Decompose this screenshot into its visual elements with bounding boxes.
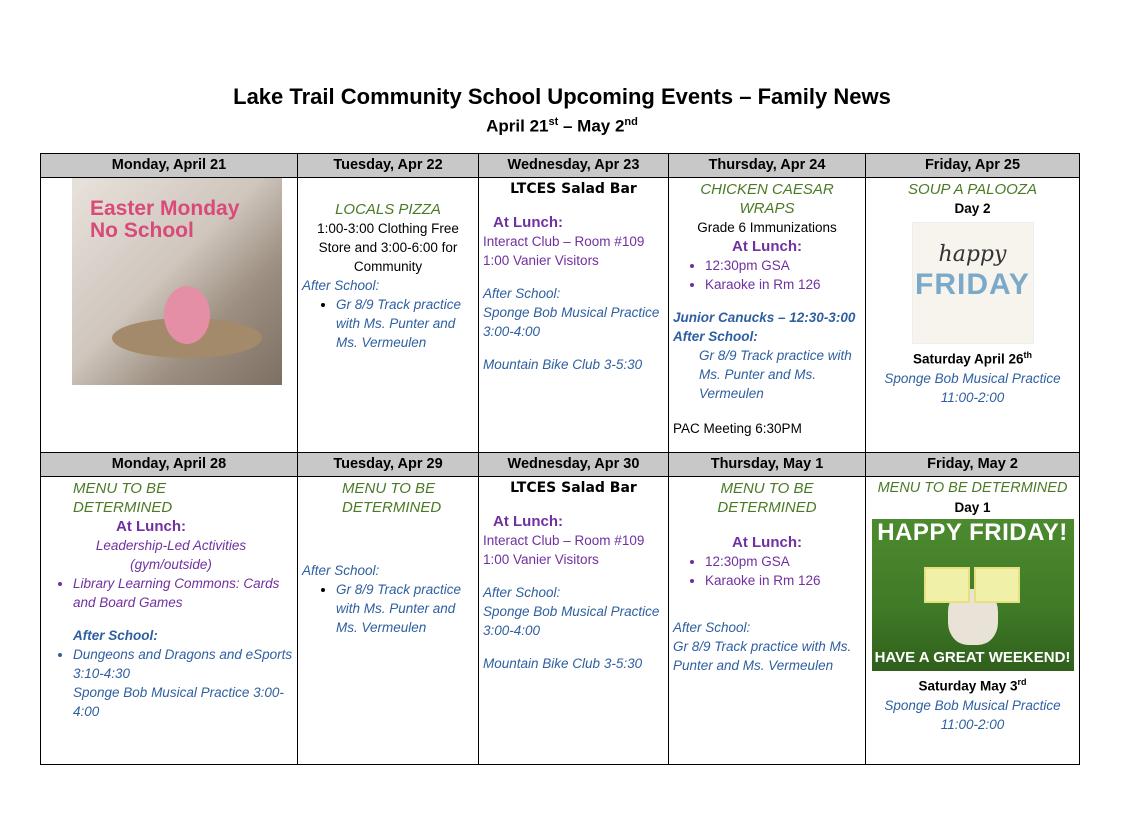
menu-item: MENU TO BE DETERMINED bbox=[73, 480, 173, 516]
day-header: Thursday, May 1 bbox=[669, 453, 866, 477]
day-cell-mon-apr21 bbox=[41, 178, 298, 453]
event-note: Grade 6 Immunizations bbox=[697, 220, 837, 235]
page-subtitle: April 21st – May 2nd bbox=[486, 116, 638, 136]
event-note: Sponge Bob Musical Practice 11:00-2:00 bbox=[884, 370, 1061, 405]
list-item: 1:00 Vanier Visitors bbox=[483, 552, 599, 567]
menu-item: LTCES Salad Bar bbox=[510, 181, 637, 197]
day-cell-thu-may1 bbox=[669, 477, 866, 765]
list-item: • Dungeons and Dragons and eSports 3:10-4:30 bbox=[73, 645, 293, 683]
lunch-label: At Lunch: bbox=[493, 214, 563, 231]
after-school-label: After School: bbox=[302, 278, 380, 293]
day-header: Monday, April 28 bbox=[41, 453, 298, 477]
menu-item: CHICKEN CAESAR WRAPS bbox=[700, 181, 834, 217]
happy-friday-image: happy FRIDAY bbox=[912, 222, 1034, 344]
list-item: • 12:30pm GSA bbox=[705, 552, 861, 571]
list-item: Sponge Bob Musical Practice 3:00-4:00 bbox=[73, 685, 284, 719]
list-item: Gr 8/9 Track practice with Ms. Punter and Ms. Vermeulen bbox=[673, 639, 852, 673]
day-header: Wednesday, Apr 23 bbox=[479, 154, 669, 178]
day-cell-mon-apr28 bbox=[41, 477, 298, 765]
day-cell-fri-apr25 bbox=[866, 178, 1080, 453]
day-header: Wednesday, Apr 30 bbox=[479, 453, 669, 477]
page-title: Lake Trail Community School Upcoming Events – Family News bbox=[233, 84, 891, 109]
day-header: Thursday, Apr 24 bbox=[669, 154, 866, 178]
day-cell-wed-apr30 bbox=[479, 477, 669, 765]
event-note: Sponge Bob Musical Practice 11:00-2:00 bbox=[884, 697, 1061, 732]
list-item: • Gr 8/9 Track practice with Ms. Punter and Ms. Vermeulen bbox=[336, 295, 474, 352]
day-cell-fri-may2 bbox=[866, 477, 1080, 765]
day-number: Day 2 bbox=[954, 201, 991, 216]
lunch-label: At Lunch: bbox=[732, 534, 802, 551]
lunch-label: At Lunch: bbox=[732, 238, 802, 255]
day-header: Monday, April 21 bbox=[41, 154, 298, 178]
menu-item: MENU TO BE DETERMINED bbox=[717, 480, 817, 516]
menu-item: MENU TO BE DETERMINED bbox=[877, 480, 1068, 496]
saturday-label: Saturday May 3rd bbox=[918, 677, 1027, 694]
happy-friday-dog-image: HAPPY FRIDAY! HAVE A GREAT WEEKEND! bbox=[872, 519, 1074, 671]
menu-item: MENU TO BE DETERMINED bbox=[342, 480, 442, 516]
list-item: Gr 8/9 Track practice with Ms. Punter and Ms. Vermeulen bbox=[699, 348, 852, 401]
after-school-label: After School: bbox=[483, 286, 561, 301]
day-cell-wed-apr23 bbox=[479, 178, 669, 453]
after-school-label: After School: bbox=[673, 329, 758, 344]
after-school-label: After School: bbox=[483, 585, 561, 600]
list-item: Interact Club – Room #109 bbox=[483, 234, 645, 249]
day-header: Tuesday, Apr 22 bbox=[298, 154, 479, 178]
menu-item: SOUP A PALOOZA bbox=[908, 181, 1037, 198]
list-item: Sponge Bob Musical Practice 3:00-4:00 bbox=[483, 305, 660, 339]
day-cell-tue-apr22 bbox=[298, 178, 479, 453]
list-item: Mountain Bike Club 3-5:30 bbox=[483, 656, 643, 671]
list-item: Sponge Bob Musical Practice 3:00-4:00 bbox=[483, 604, 660, 638]
list-item: • Library Learning Commons: Cards and Board Games bbox=[73, 574, 293, 612]
list-item: 1:00 Vanier Visitors bbox=[483, 253, 599, 268]
event-note: 1:00-3:00 Clothing Free Store and 3:00-6:00 for Community bbox=[317, 221, 459, 274]
event-note: PAC Meeting 6:30PM bbox=[673, 421, 802, 436]
events-calendar bbox=[40, 153, 1080, 765]
list-item: • Karaoke in Rm 126 bbox=[705, 571, 861, 590]
after-school-label: After School: bbox=[673, 620, 751, 635]
day-header: Friday, Apr 25 bbox=[866, 154, 1080, 178]
event-note: Junior Canucks – 12:30-3:00 bbox=[673, 310, 856, 325]
easter-monday-image: Easter Monday No School bbox=[72, 178, 282, 385]
day-cell-tue-apr29 bbox=[298, 477, 479, 765]
day-number: Day 1 bbox=[954, 500, 991, 515]
saturday-label: Saturday April 26th bbox=[912, 350, 1033, 367]
list-item: • 12:30pm GSA bbox=[705, 256, 861, 275]
list-item: • Karaoke in Rm 126 bbox=[705, 275, 861, 294]
lunch-label: At Lunch: bbox=[116, 518, 186, 535]
after-school-label: After School: bbox=[73, 628, 158, 643]
day-header: Tuesday, Apr 29 bbox=[298, 453, 479, 477]
day-header: Friday, May 2 bbox=[866, 453, 1080, 477]
list-item: Leadership-Led Activities (gym/outside) bbox=[95, 538, 247, 572]
list-item: Mountain Bike Club 3-5:30 bbox=[483, 357, 643, 372]
list-item: Interact Club – Room #109 bbox=[483, 533, 645, 548]
after-school-label: After School: bbox=[302, 563, 380, 578]
menu-item: LTCES Salad Bar bbox=[510, 480, 637, 496]
day-cell-thu-apr24 bbox=[669, 178, 866, 453]
list-item: • Gr 8/9 Track practice with Ms. Punter and Ms. Vermeulen bbox=[336, 580, 474, 637]
lunch-label: At Lunch: bbox=[493, 513, 563, 530]
menu-item: LOCALS PIZZA bbox=[335, 201, 441, 218]
